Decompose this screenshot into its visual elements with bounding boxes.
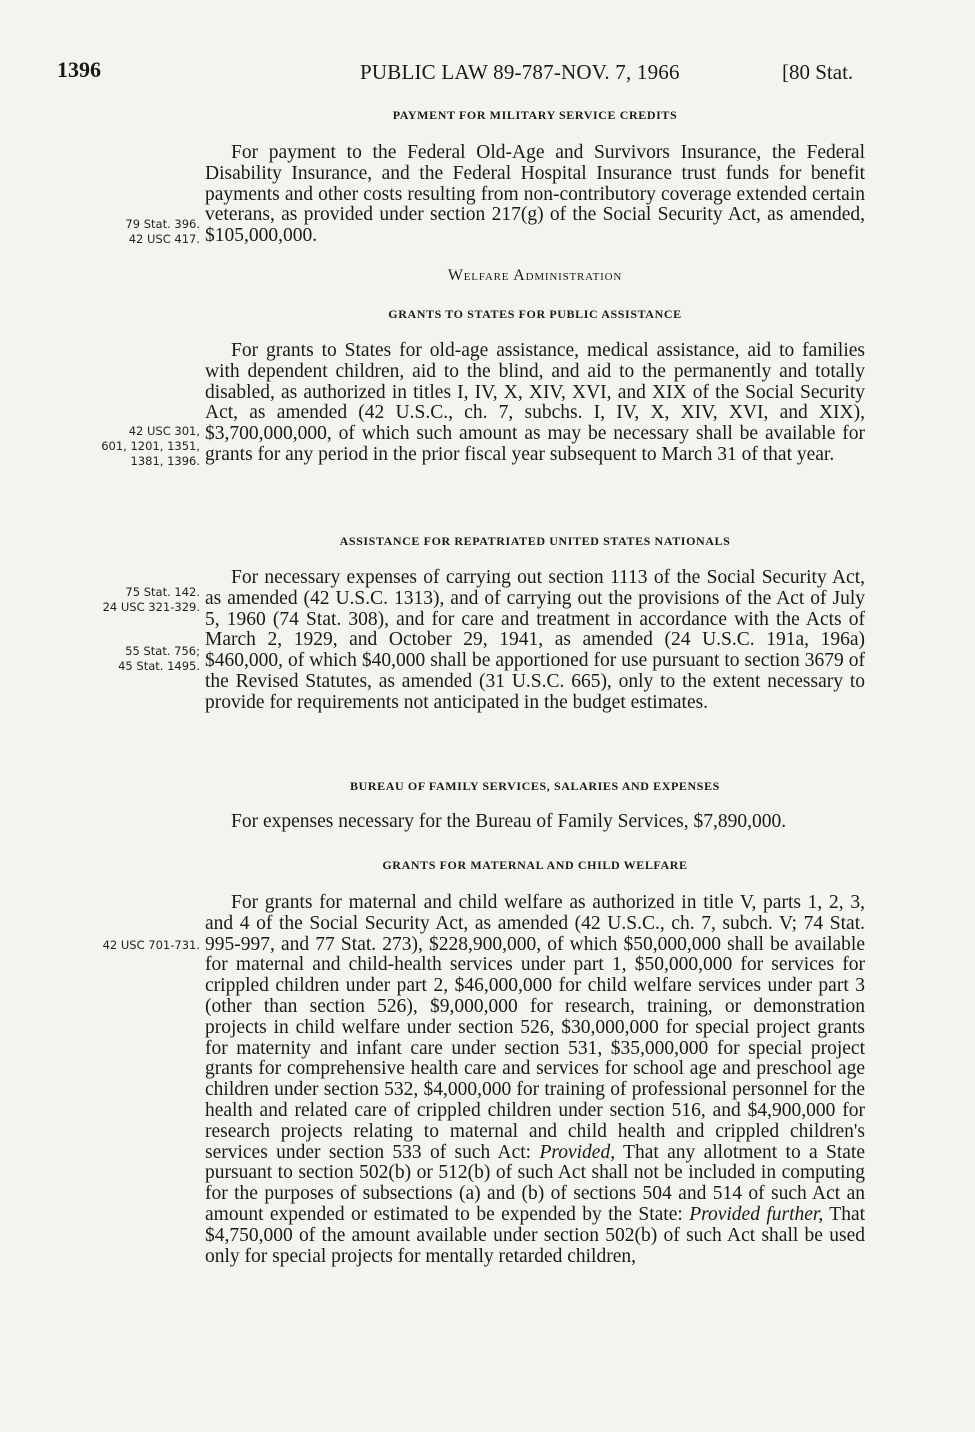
title-welfare-administration: Welfare Administration	[447, 267, 623, 284]
heading-military-service-credits: PAYMENT FOR MILITARY SERVICE CREDITS	[392, 108, 678, 122]
heading-grants-public-assistance: GRANTS TO STATES FOR PUBLIC ASSISTANCE	[388, 307, 682, 321]
provided-further-clause: Provided further,	[689, 1203, 824, 1225]
text-segment: That $4,750,000 of the amount available under section 502(b) of such Act shall be used only for special projects for mentally retarded children,	[205, 1203, 866, 1267]
paragraph-military: For payment to the Federal Old-Age and Survivors Insurance, the Federal Disability Insurance, and the Federal Hospital Insurance trust funds for benefit payments and other costs resulting from non-contributory coverage extended certain veterans, as provided under section 217(g) of the Social Security Act, as amended, $105,000,000.	[205, 142, 865, 247]
paragraph-family-services: For expenses necessary for the Bureau of Family Services, $7,890,000.	[231, 811, 787, 832]
text-segment: That any allotment to a State pursuant to section 502(b) or 512(b) of such Act shall not be included in computing for the purposes of subsections (a) and (b) of sections 504 and 514 of such Act an amount expended or estimated to be expended by the State:	[205, 1141, 866, 1225]
page-number: 1396	[57, 57, 101, 82]
text-segment: For grants for maternal and child welfare as authorized in title V, parts 1, 2, 3, and 4 of the Social Security Act, as amended (42 U.S.C., ch. 7, subch. V; 74 Stat. 995-997, and 77 Stat. 273), $228,900,000, of which $50,000,000 shall be available for maternal and child-health services under part 1, $50,000,000 for services for crippled children under part 2, $46,000,000 for child welfare services under part 3 (other than section 526), $9,000,000 for research, training, or demonstration projects in child welfare under section 526, $30,000,000 for special project grants for maternity and infant care under section 531, $35,000,000 for special project grants for comprehensive health care and services for school age and preschool age children under section 532, $4,000,000 for training of professional personnel for the health and related care of crippled children under section 516, and $4,900,000 for research projects relating to maternal and child health and crippled children's services under section 533 of such Act:	[205, 892, 865, 1163]
margin-note: 55 Stat. 756; 45 Stat. 1495.	[118, 644, 200, 673]
page-header	[0, 55, 975, 89]
heading-family-services: BUREAU OF FAMILY SERVICES, SALARIES AND EXPENSES	[350, 779, 720, 793]
margin-note: 75 Stat. 142. 24 USC 321-329.	[102, 585, 200, 614]
running-head: PUBLIC LAW 89-787-NOV. 7, 1966	[360, 60, 680, 84]
heading-repatriated-nationals: ASSISTANCE FOR REPATRIATED UNITED STATES NATIONALS	[339, 534, 731, 548]
margin-note: 42 USC 301, 601, 1201, 1351, 1381, 1396.	[101, 424, 200, 468]
margin-note: 79 Stat. 396. 42 USC 417.	[125, 217, 200, 246]
heading-maternal-child-welfare: GRANTS FOR MATERNAL AND CHILD WELFARE	[382, 858, 688, 872]
paragraph-public-assistance: For grants to States for old-age assistance, medical assistance, aid to families with dependent children, aid to the blind, and aid to the permanently and totally disabled, as authorized in titles I, IV, X, XIV, XVI, and XIX of the Social Security Act, as amended (42 U.S.C., ch. 7, subchs. I, IV, X, XIV, XVI, and XIX), $3,700,000,000, of which such amount as may be necessary shall be available for grants for any period in the prior fiscal year subsequent to March 31 of that year.	[205, 340, 865, 465]
margin-note: 42 USC 701-731.	[102, 938, 200, 952]
provided-clause: Provided,	[539, 1141, 616, 1163]
paragraph-maternal-child	[205, 893, 865, 1267]
statute-reference: [80 Stat.	[782, 60, 854, 84]
paragraph-repatriated: For necessary expenses of carrying out section 1113 of the Social Security Act, as amended (42 U.S.C. 1313), and of carrying out the provisions of the Act of July 5, 1960 (74 Stat. 308), and for care and treatment in accordance with the Acts of March 2, 1929, and October 29, 1941, as amended (24 U.S.C. 191a, 196a) $460,000, of which $40,000 shall be apportioned for use pursuant to section 3679 of the Revised Statutes, as amended (31 U.S.C. 665), only to the extent necessary to provide for requirements not anticipated in the budget estimates.	[205, 567, 865, 713]
